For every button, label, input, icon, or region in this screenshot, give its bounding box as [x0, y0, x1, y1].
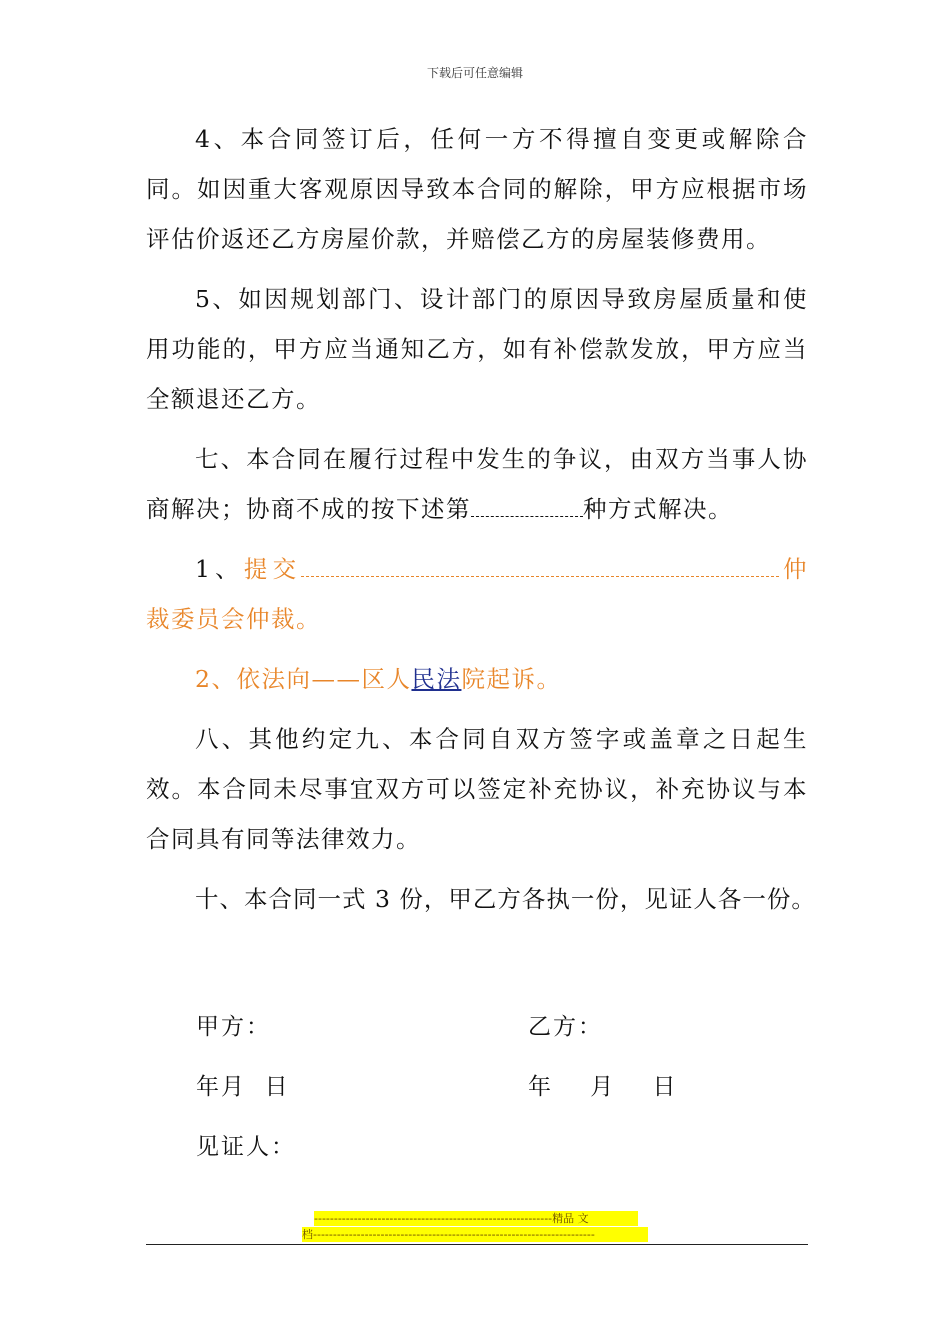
arbitration-blank [301, 558, 779, 577]
witness-label: 见证人： [196, 1134, 296, 1160]
clause-8: 八、其他约定九、本合同自双方签字或盖章之日起生效。本合同未尽事宜双方可以签定补充协议，补充协议与本合同具有同等法律效力。 [146, 725, 808, 853]
option-2-text: 2、依法向——区人 [195, 665, 412, 693]
footer-watermark-line1: ------------------------------------------------------------精品 文 [314, 1211, 638, 1226]
clause-4: 4、本合同签订后，任何一方不得擅自变更或解除合同。如因重大客观原因导致本合同的解除，甲方应根据市场评估价返还乙方房屋价款，并赔偿乙方的房屋装修费用。 [146, 125, 808, 253]
civil-law-link[interactable]: 民法 [411, 665, 462, 693]
page-header: 下载后可任意编辑 [426, 66, 523, 80]
party-a-date: 年月 日 [196, 1074, 290, 1100]
party-b-label: 乙方： [528, 1014, 603, 1040]
clause-10: 十、本合同一式 3 份，甲乙方各执一份，见证人各一份。 [195, 885, 816, 913]
clause-7 [146, 434, 808, 534]
clause-7-tail: 种方式解决。 [583, 495, 733, 523]
footer-rule [146, 1244, 808, 1245]
contract-body [146, 114, 816, 924]
option-2-tail: 院起诉。 [461, 665, 562, 693]
method-blank [471, 498, 583, 517]
option-1-tail: 仲裁委员会仲裁。 [146, 555, 809, 633]
option-2 [146, 654, 808, 704]
clause-5: 5、如因规划部门、设计部门的原因导致房屋质量和使用功能的，甲方应当通知乙方，如有补偿款发放，甲方应当全额退还乙方。 [146, 285, 808, 413]
clause-7-text: 七、本合同在履行过程中发生的争议，由双方当事人协商解决；协商不成的按下述第 [146, 445, 808, 523]
option-1-number: 1、 [195, 555, 244, 583]
party-a-label: 甲方： [196, 1014, 271, 1040]
option-1 [146, 544, 808, 644]
footer-watermark-line2: 档----------------------------------------------------------------------- [302, 1227, 648, 1242]
option-1-submit: 提交 [243, 555, 302, 583]
party-b-date: 年 月 日 [528, 1074, 678, 1100]
